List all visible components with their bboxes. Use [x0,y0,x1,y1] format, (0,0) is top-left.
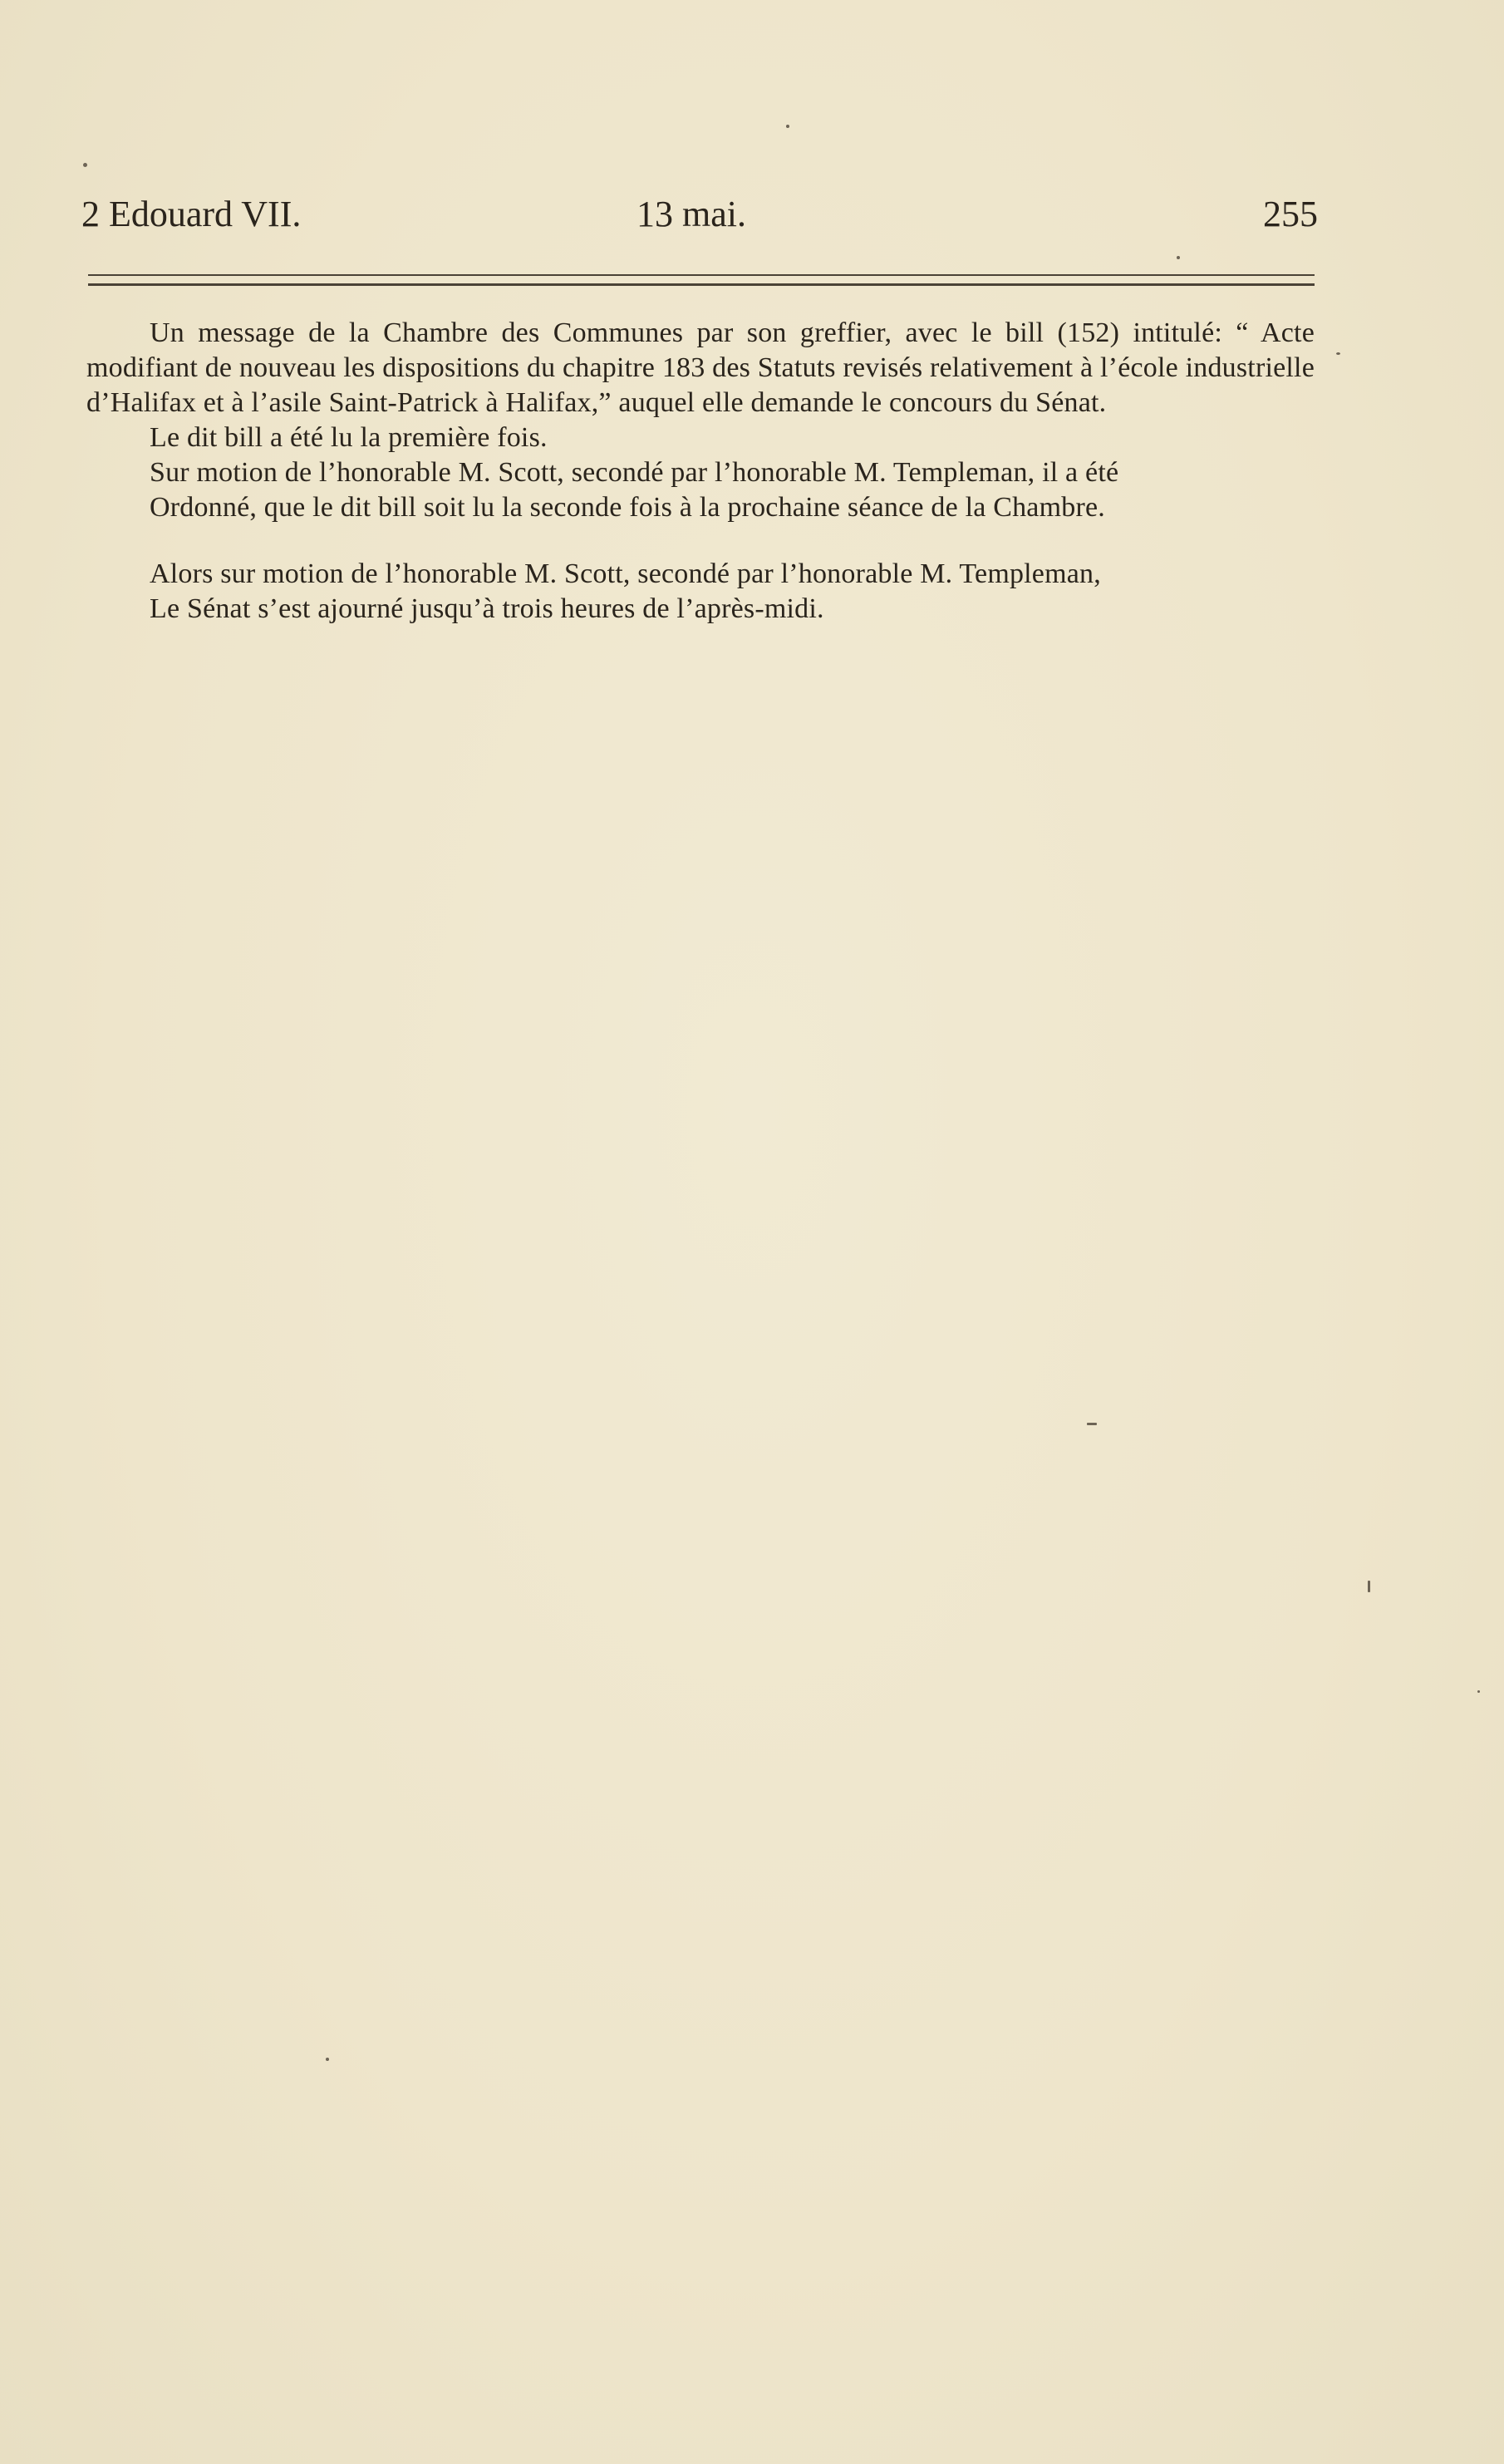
paragraph-adjournment-motion: Alors sur motion de l’honorable M. Scott, secondé par l’honorable M. Templeman, [150,558,1101,589]
page-number: 255 [1263,194,1318,234]
paragraph-spacer [86,525,1315,557]
paper-speck [1177,256,1180,259]
paragraph-first-reading: Le dit bill a été lu la première fois. [150,422,548,453]
paper-speck [83,163,87,167]
header-rule-thin [88,274,1315,276]
paper-speck [1336,352,1340,355]
paper-speck [326,2058,329,2061]
paragraph-message: Un message de la Chambre des Communes par son greffier, avec le bill (152) intitulé: “ Acte modifiant de nouveau les dispositions du chapitre 183 des Statuts revisés relativement à l’école industrielle d’Halifax et à l’asile Saint-Patrick à Halifax,” auquel elle demande le concours du Sénat. [86,317,1315,418]
paper-speck [1368,1581,1370,1592]
header-rule-thick [88,283,1315,286]
paragraph-motion: Sur motion de l’honorable M. Scott, secondé par l’honorable M. Templeman, il a été [150,457,1119,488]
page-body [86,316,1315,627]
paragraph-ordered: Ordonné, que le dit bill soit lu la seconde fois à la prochaine séance de la Chambre. [150,492,1105,523]
paragraph-adjourned: Le Sénat s’est ajourné jusqu’à trois heures de l’après-midi. [150,593,824,624]
header-date: 13 mai. [636,194,746,234]
page-header [81,189,1318,239]
header-volume: 2 Edouard VII. [81,194,302,234]
paper-speck [786,125,789,128]
paper-speck [1087,1423,1097,1425]
paper-speck [1477,1690,1480,1693]
